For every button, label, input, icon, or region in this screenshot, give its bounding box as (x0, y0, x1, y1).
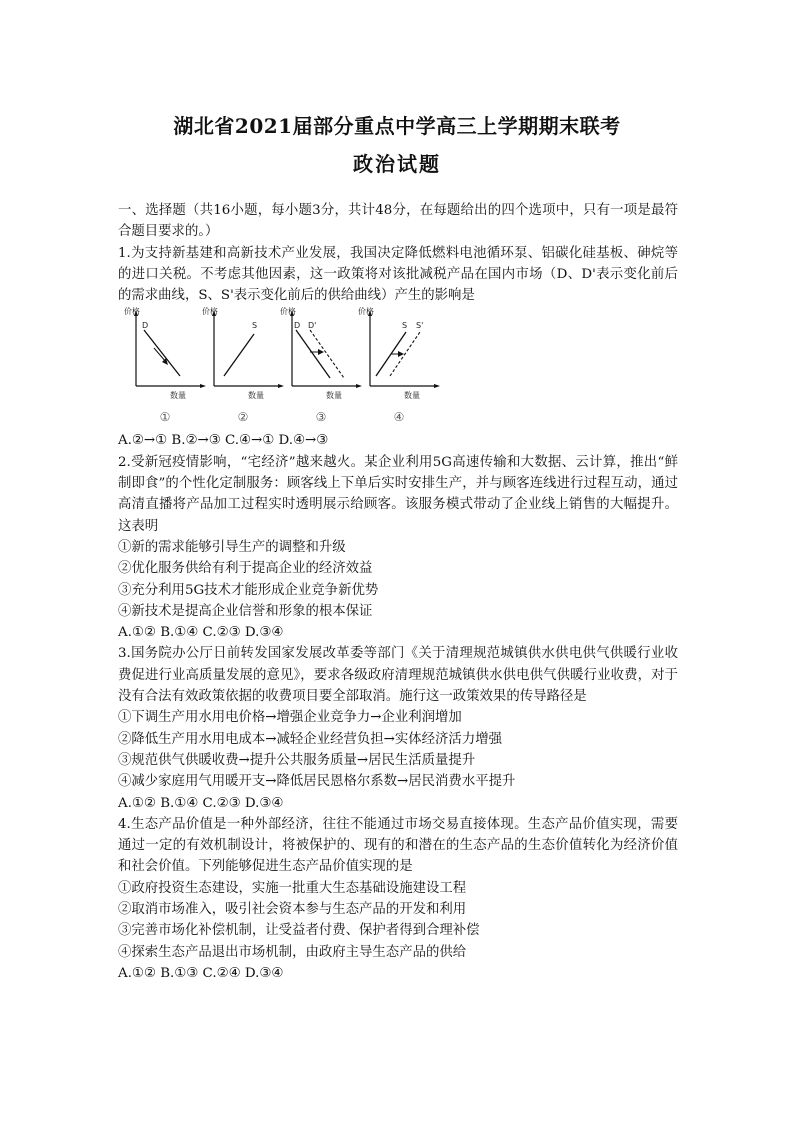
question-4-option-4: ④探索生态产品退出市场机制，由政府主导生态产品的供给 (118, 944, 467, 960)
figure-3-curve-d-prime: D' (308, 321, 317, 331)
figure-3-curve-d: D (294, 321, 301, 331)
figure-1-y-label: 价格 (124, 307, 140, 317)
figure-4-number: ④ (393, 410, 405, 425)
figure-4-x-label: 数量 (404, 391, 420, 401)
question-2-answers: A.①② B.①④ C.②③ D.③④ (118, 625, 284, 641)
figure-2-x-label: 数量 (248, 391, 264, 401)
question-3-option-3: ③规范供气供暖收费→提升公共服务质量→居民生活质量提升 (118, 752, 476, 768)
figure-4-y-label: 价格 (358, 307, 374, 317)
question-3-option-4: ④减少家庭用气用暖开支→降低居民恩格尔系数→居民消费水平提升 (118, 774, 516, 790)
question-4-option-3: ③完善市场化补偿机制，让受益者付费、保护者得到合理补偿 (118, 923, 480, 939)
page-title: 湖北省2021届部分重点中学高三上学期期末联考 (173, 114, 621, 138)
figure-1-number: ① (159, 410, 171, 425)
figure-4-curve-s-prime: S' (416, 321, 424, 331)
exam-body (118, 200, 678, 984)
figure-panel-4 (358, 308, 440, 428)
question-3-stem: 3.国务院办公厅日前转发国家发展改革委等部门《关于清理规范城镇供水供电供气供暖行业收费促进行业高质量发展的意见》，要求各级政府清理规范城镇供水供电供气供暖行业收费，对于没有合法有效政策依据的收费项目要全部取消。施行这一政策效果的传导路径是 (118, 646, 678, 705)
figure-4-curve-s: S (402, 321, 408, 331)
question-3-option-2: ②降低生产用水用电成本→减轻企业经营负担→实体经济活力增强 (118, 731, 502, 747)
figure-panel-3 (280, 308, 362, 428)
question-1-answers: A.②→① B.②→③ C.④→① D.④→③ (118, 433, 329, 449)
figure-1-curve-d: D (142, 321, 149, 331)
question-4-answers: A.①② B.①③ C.②④ D.③④ (118, 965, 284, 981)
section-intro: 一、选择题（共16小题，每小题3分，共计48分，在每题给出的四个选项中，只有一项是最符合题目要求的。） (118, 203, 678, 240)
figure-3-y-label: 价格 (280, 307, 296, 317)
figure-3-graph (280, 308, 362, 410)
figure-2-y-label: 价格 (202, 307, 218, 317)
supply-demand-figures (118, 308, 678, 428)
question-1-stem: 1.为支持新基建和高新技术产业发展，我国决定降低燃料电池循环泵、铝碳化硅基板、砷烷等的进口关税。不考虑其他因素，这一政策将对该批减税产品在国内市场（D、D'表示变化前后的需求曲线，S、S'表示变化前后的供给曲线）产生的影响是 (118, 245, 678, 304)
figure-3-number: ③ (315, 410, 327, 425)
figure-1-graph (124, 308, 206, 410)
question-2-option-2: ②优化服务供给有利于提高企业的经济效益 (118, 561, 373, 577)
figure-3-x-label: 数量 (326, 391, 342, 401)
figure-panel-1 (124, 308, 206, 428)
page-subtitle: 政治试题 (353, 152, 441, 176)
question-2-option-1: ①新的需求能够引导生产的调整和升级 (118, 539, 346, 555)
question-2-option-4: ④新技术是提高企业信誉和形象的根本保证 (118, 603, 373, 619)
figure-1-x-label: 数量 (170, 391, 186, 401)
question-2-option-3: ③充分利用5G技术才能形成企业竞争新优势 (118, 582, 379, 598)
question-4-stem: 4.生态产品价值是一种外部经济，往往不能通过市场交易直接体现。生态产品价值实现，需要通过一定的有效机制设计，将被保护的、现有的和潜在的生态产品的生态价值转化为经济价值和社会价值。下列能够促进生态产品价值实现的是 (118, 816, 678, 875)
question-3-option-1: ①下调生产用水用电价格→增强企业竞争力→企业利润增加 (118, 710, 462, 726)
figure-4-graph (358, 308, 440, 410)
question-4-option-2: ②取消市场准入，吸引社会资本参与生态产品的开发和利用 (118, 902, 467, 918)
figure-2-curve-s: S (252, 321, 258, 331)
figure-panel-2 (202, 308, 284, 428)
figure-2-number: ② (237, 410, 249, 425)
question-4-option-1: ①政府投资生态建设，实施一批重大生态基础设施建设工程 (118, 880, 467, 896)
figure-2-graph (202, 308, 284, 410)
question-3-answers: A.①② B.①④ C.②③ D.③④ (118, 795, 284, 811)
question-2-stem: 2.受新冠疫情影响，“宅经济”越来越火。某企业利用5G高速传输和大数据、云计算，推出“鲜制即食”的个性化定制服务：顾客线上下单后实时安排生产，并与顾客连线进行过程互动，通过高清直播将产品加工过程实时透明展示给顾客。该服务模式带动了企业线上销售的大幅提升。这表明 (118, 454, 678, 534)
